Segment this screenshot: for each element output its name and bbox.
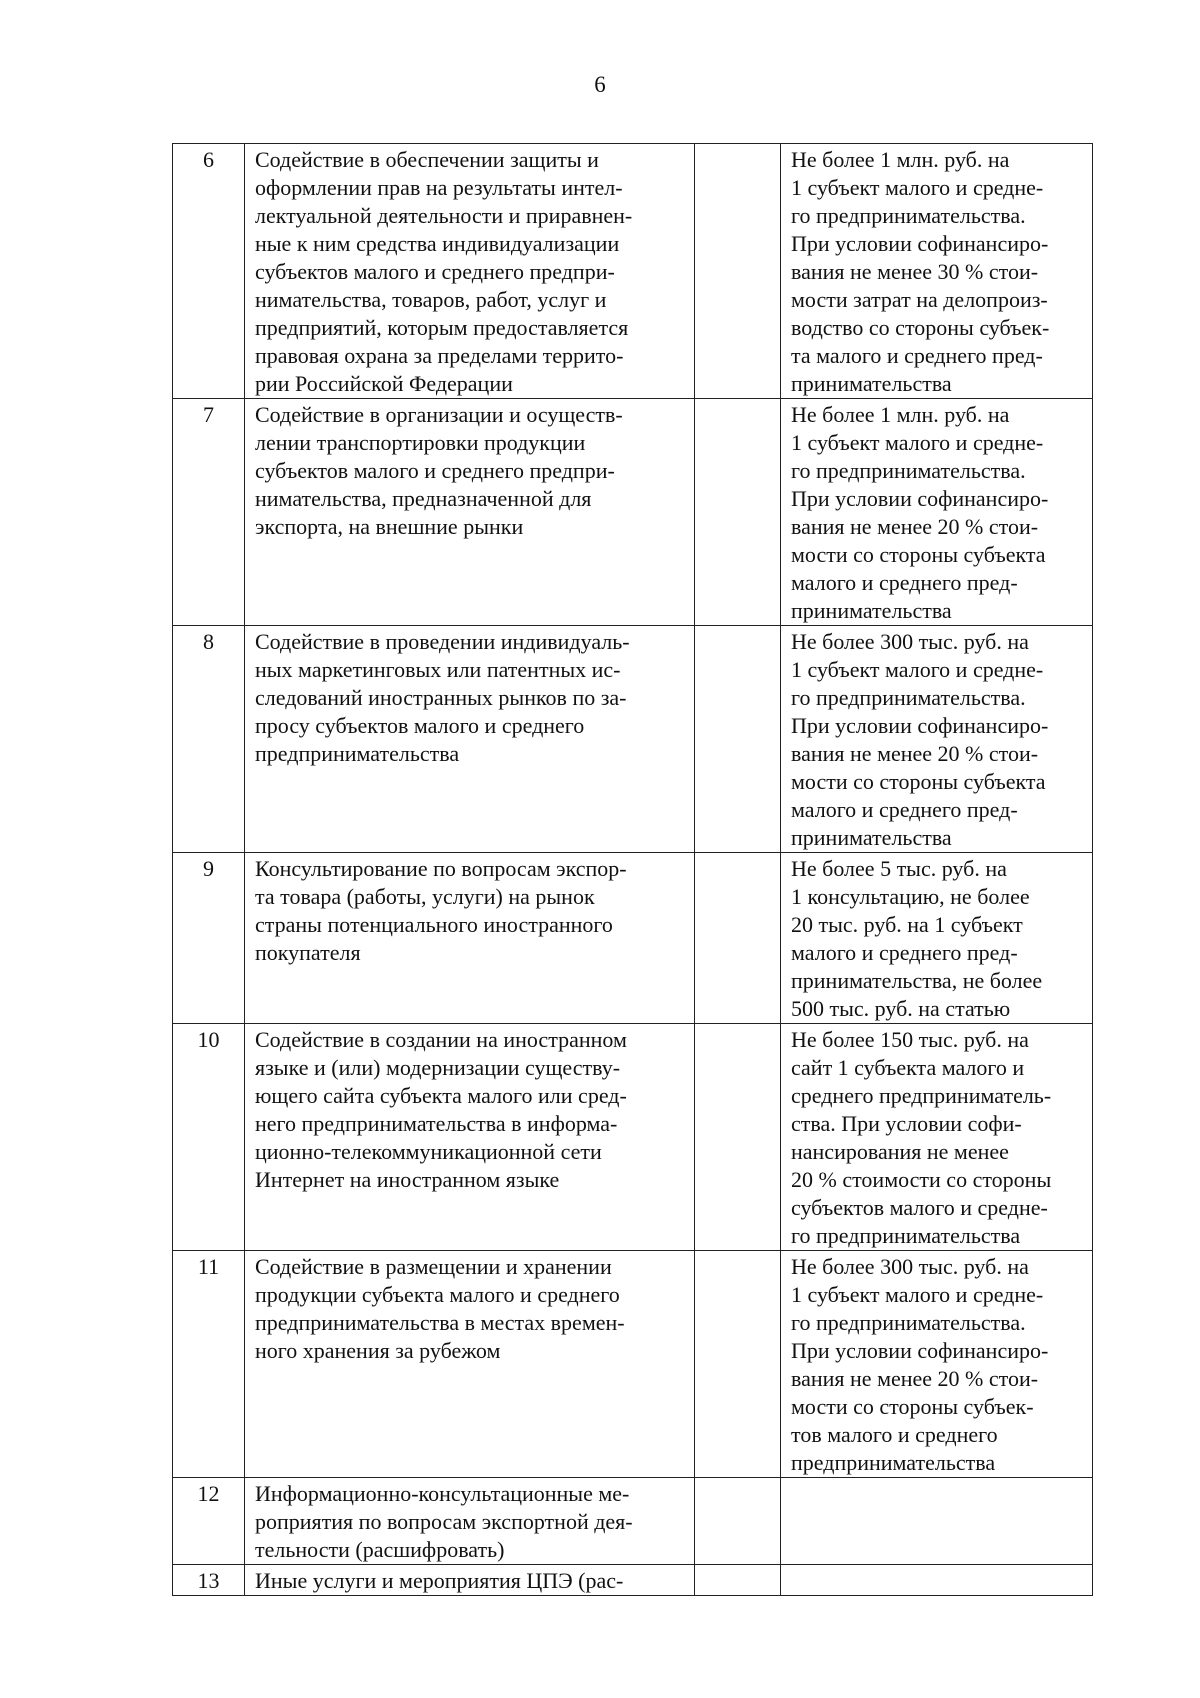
support-terms: Не более 1 млн. руб. на 1 субъект малого и средне- го предпринимательства. При условии софинансиро- вания не менее 30 % стои- мости затрат на делопроиз- водство со стороны субъек- та малого и среднего пред- принимательства (781, 144, 1093, 399)
service-description: Содействие в проведении индивидуаль- ных маркетинговых или патентных ис- следований иностранных рынков по за- просу субъектов малого и среднего предпринимательства (245, 626, 695, 853)
table-row (173, 853, 1093, 1024)
empty-cell (695, 853, 781, 1024)
support-terms: Не более 1 млн. руб. на 1 субъект малого и средне- го предпринимательства. При условии софинансиро- вания не менее 20 % стои- мости со стороны субъекта малого и среднего пред- принимательства (781, 399, 1093, 626)
service-description: Консультирование по вопросам экспор- та товара (работы, услуги) на рынок страны потенциального иностранного покупателя (245, 853, 695, 1024)
empty-cell (695, 1251, 781, 1478)
row-number: 10 (173, 1024, 245, 1251)
support-terms: Не более 300 тыс. руб. на 1 субъект малого и средне- го предпринимательства. При условии софинансиро- вания не менее 20 % стои- мости со стороны субъекта малого и среднего пред- принимательства (781, 626, 1093, 853)
support-terms (781, 1565, 1093, 1596)
service-description: Содействие в размещении и хранении продукции субъекта малого и среднего предпринимательства в местах времен- ного хранения за рубежом (245, 1251, 695, 1478)
row-number: 8 (173, 626, 245, 853)
row-number: 12 (173, 1478, 245, 1565)
service-description: Содействие в обеспечении защиты и оформлении прав на результаты интел- лектуальной деятельности и приравнен- ные к ним средства индивидуализации субъектов малого и среднего предпри- нимательства, товаров, работ, услуг и предприятий, которым предоставляется правовая охрана за пределами террито- рии Российской Федерации (245, 144, 695, 399)
empty-cell (695, 399, 781, 626)
table-row (173, 144, 1093, 399)
row-number: 13 (173, 1565, 245, 1596)
row-number: 11 (173, 1251, 245, 1478)
service-description: Содействие в организации и осуществ- лении транспортировки продукции субъектов малого и среднего предпри- нимательства, предназначенной для экспорта, на внешние рынки (245, 399, 695, 626)
empty-cell (695, 1478, 781, 1565)
row-number: 7 (173, 399, 245, 626)
table-row (173, 399, 1093, 626)
support-terms: Не более 5 тыс. руб. на 1 консультацию, не более 20 тыс. руб. на 1 субъект малого и среднего пред- принимательства, не более 500 тыс. руб. на статью (781, 853, 1093, 1024)
service-description: Иные услуги и мероприятия ЦПЭ (рас- (245, 1565, 695, 1596)
empty-cell (695, 626, 781, 853)
service-description: Содействие в создании на иностранном языке и (или) модернизации существу- ющего сайта субъекта малого или сред- него предпринимательства в информа- ционно-телекоммуникационной сети Интернет на иностранном языке (245, 1024, 695, 1251)
page-number: 6 (594, 72, 606, 97)
row-number: 6 (173, 144, 245, 399)
service-description: Информационно-консультационные ме- роприятия по вопросам экспортной дея- тельности (расшифровать) (245, 1478, 695, 1565)
empty-cell (695, 144, 781, 399)
empty-cell (695, 1565, 781, 1596)
table-row (173, 626, 1093, 853)
table-row (173, 1565, 1093, 1596)
table-row (173, 1024, 1093, 1251)
empty-cell (695, 1024, 781, 1251)
table-row (173, 1251, 1093, 1478)
support-terms: Не более 150 тыс. руб. на сайт 1 субъекта малого и среднего предприниматель- ства. При условии софи- нансирования не менее 20 % стоимости со стороны субъектов малого и средне- го предпринимательства (781, 1024, 1093, 1251)
support-terms (781, 1478, 1093, 1565)
table-row (173, 1478, 1093, 1565)
support-terms: Не более 300 тыс. руб. на 1 субъект малого и средне- го предпринимательства. При условии софинансиро- вания не менее 20 % стои- мости со стороны субъек- тов малого и среднего предпринимательства (781, 1251, 1093, 1478)
row-number: 9 (173, 853, 245, 1024)
services-table (172, 143, 1093, 1596)
